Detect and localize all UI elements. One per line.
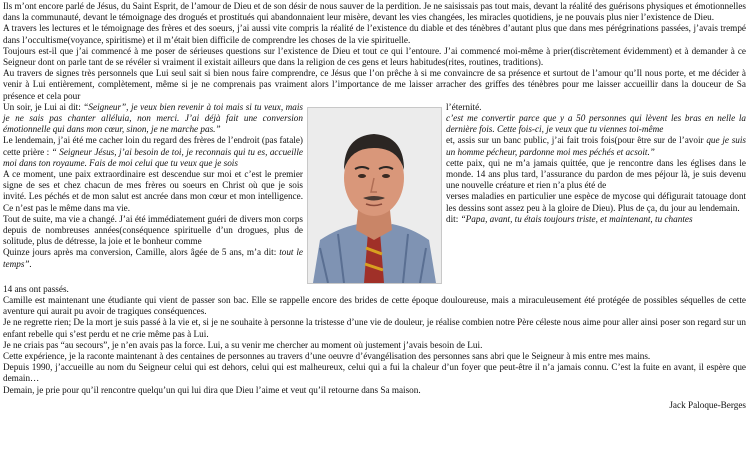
left-paragraph-4: Tout de suite, ma vie a changé. J’ai été immédiatement guéri de divers mon corps depuis de nombreuses années(conséquence spirituelle d’un drogues, plus de solitude, plus de détresse, la joie et le bonheur comme xyxy=(3,213,303,247)
intro-paragraph-4: Au travers de signes très personnels que Lui seul sait si bien nous faire comprendre, ce Jésus que l’on prêche à si me convaincre de sa présence et surtout de l’amour qu’Il nous porte, et me décider à venir à Lui entièrement, complètement, même si je ne comprenais pas vraiment alors l’importance de me laisser arracher des griffes des ténèbres pour me laisser accueillir dans la douceur de Sa présence et cela pour xyxy=(3,68,746,101)
author-portrait xyxy=(307,107,442,284)
right-paragraph-0: l’éternité. xyxy=(446,101,482,112)
photo-section xyxy=(3,102,746,284)
right-paragraph-1: c’est me convertir parce que y a 50 personnes qui lèvent les bras en nelle la dernière fois. Cette fois-ci, je veux que tu viennes toi-même xyxy=(446,113,746,135)
portrait-image xyxy=(308,108,441,283)
left-paragraph-2: Le lendemain, j’ai été me cacher loin du regard des frères de l’endroit (pas fatale) cette prière : “ Seigneur Jésus, j’ai besoin de toi, je reconnais qui tu es, accueille moi dans ton royaume. Fais de moi celui que tu veux que je sois xyxy=(3,135,303,168)
left-paragraph-1: Un soir, je Lui ai dit: “Seigneur”, je veux bien revenir à toi mais si tu veux, mais je ne sais pas chanter alléluia, non merci. J’ai déjà fait une conversion émotionnelle qui dans mon cœur, sinon, je ne marche pas.” xyxy=(3,101,303,135)
outro-paragraph-6: Depuis 1990, j’accueille au nom du Seigneur celui qui est dehors, celui qui est malheureux, celui qui a fui la chaleur d’un foyer que peut-être il n’a jamais connu. C’est la fuite en avant, il espère que demain… xyxy=(3,362,746,384)
left-column xyxy=(3,102,303,270)
author-signature: Jack Paloque-Berges xyxy=(669,399,746,410)
right-paragraph-4: verses maladies en particulier une espèce de mycose qui défigurait tatouage dont les dessins sont assez peu à la gloire de Dieu). Plus de ça, du jour au lendemain. xyxy=(446,191,746,213)
left-paragraph-3: A ce moment, une paix extraordinaire est descendue sur moi et c’est le premier signe de ses et chez chacun de mes frères ou soeurs en Christ où que je sois invité. Les péchés et de mon salut est ancrée dans mon cœur et mon intelligence. Ce n’est pas le même dans ma vie. xyxy=(3,169,303,213)
intro-paragraph-3: Toujours est-il que j’ai commencé à me poser de sérieuses questions sur l’existence de Dieu et tout ce qui l’entoure. J’ai commencé moi-même à prier(discrètement évidemment) et à demander à ce Seigneur dont on parle tant de se révéler si vraiment il existait ailleurs que dans la religion de ces gens et leurs habitudes(rites, routines, traditions). xyxy=(3,45,746,68)
outro-paragraph-5: Cette expérience, je la raconte maintenant à des centaines de personnes au travers d’une oeuvre d’évangélisation des personnes sans abri que le Seigneur à mis entre mes mains. xyxy=(3,351,651,362)
intro-paragraph-2: A travers les lectures et le témoignage des frères et des soeurs, j’ai aussi vite compris la réalité de l’existence du diable et des ténèbres d’autant plus que dans mes pérégrinations passées, j’avais trempé dans l’occultisme(voyance, spiritisme) et il m’était bien difficile de comprendre les choses de la vie spirituelle. xyxy=(3,23,746,45)
right-paragraph-3: cette paix, qui ne m’a jamais quittée, que je rencontre dans les églises dans le monde. 14 ans plus tard, l’assurance du pardon de mes péjour là, je suis devenu une nouvelle créature et rien n’a plus été de xyxy=(446,157,746,191)
document xyxy=(3,1,746,411)
outro-paragraph-2: Camille est maintenant une étudiante qui vient de passer son bac. Elle se rappelle encore des brides de cette époque douloureuse, mais a miraculeusement été protégée de possibles séquelles de cette aventure qui aurait pu avoir de tragiques conséquences. xyxy=(3,295,746,317)
outro-paragraph-4: Je ne criais pas “au secours”, je n’en avais pas la force. Lui, a su venir me chercher au moment où justement j’avais besoin de Lui. xyxy=(3,339,483,350)
right-paragraph-5: dit: “Papa, avant, tu étais toujours triste, et maintenant, tu chantes xyxy=(446,213,693,224)
outro-paragraph-7: Demain, je prie pour qu’il rencontre quelqu’un qui lui dira que Dieu l’aime et veut qu’il retourne dans Sa maison. xyxy=(3,384,421,395)
intro-paragraph-1: Ils m’ont encore parlé de Jésus, du Saint Esprit, de l’amour de Dieu et de son désir de nous sauver de la perdition. Je ne saisissais pas tout mais, devant la réalité des guérisons physiques et émotionnelles dans la communauté, devant le témoignage des drogués et prostitués qui abandonnaient leur misère, devant les vies changées, les miracles quotidiens, je ne pouvais plus nier l’existence de Dieu. xyxy=(3,1,746,23)
right-paragraph-2: et, assis sur un banc public, j’ai fait trois fois(pour être sur de l’avoir que je suis un homme pécheur, pardonne moi mes péchés et acsoit.” xyxy=(446,135,746,157)
left-paragraph-5: Quinze jours après ma conversion, Camille, alors âgée de 5 ans, m’a dit: tout le temps”. xyxy=(3,247,304,269)
right-column xyxy=(446,102,746,225)
outro-paragraph-1: 14 ans ont passés. xyxy=(3,283,69,294)
outro-paragraph-3: Je ne regrette rien; De la mort je suis passé à la vie et, si je ne souhaite à personne la tristesse d’une vie de douleur, je réalise combien notre Père céleste nous aime pour aller ainsi poser son regard sur un enfant rebelle qui s’est perdu et ne crie même pas à Lui. xyxy=(3,317,746,339)
